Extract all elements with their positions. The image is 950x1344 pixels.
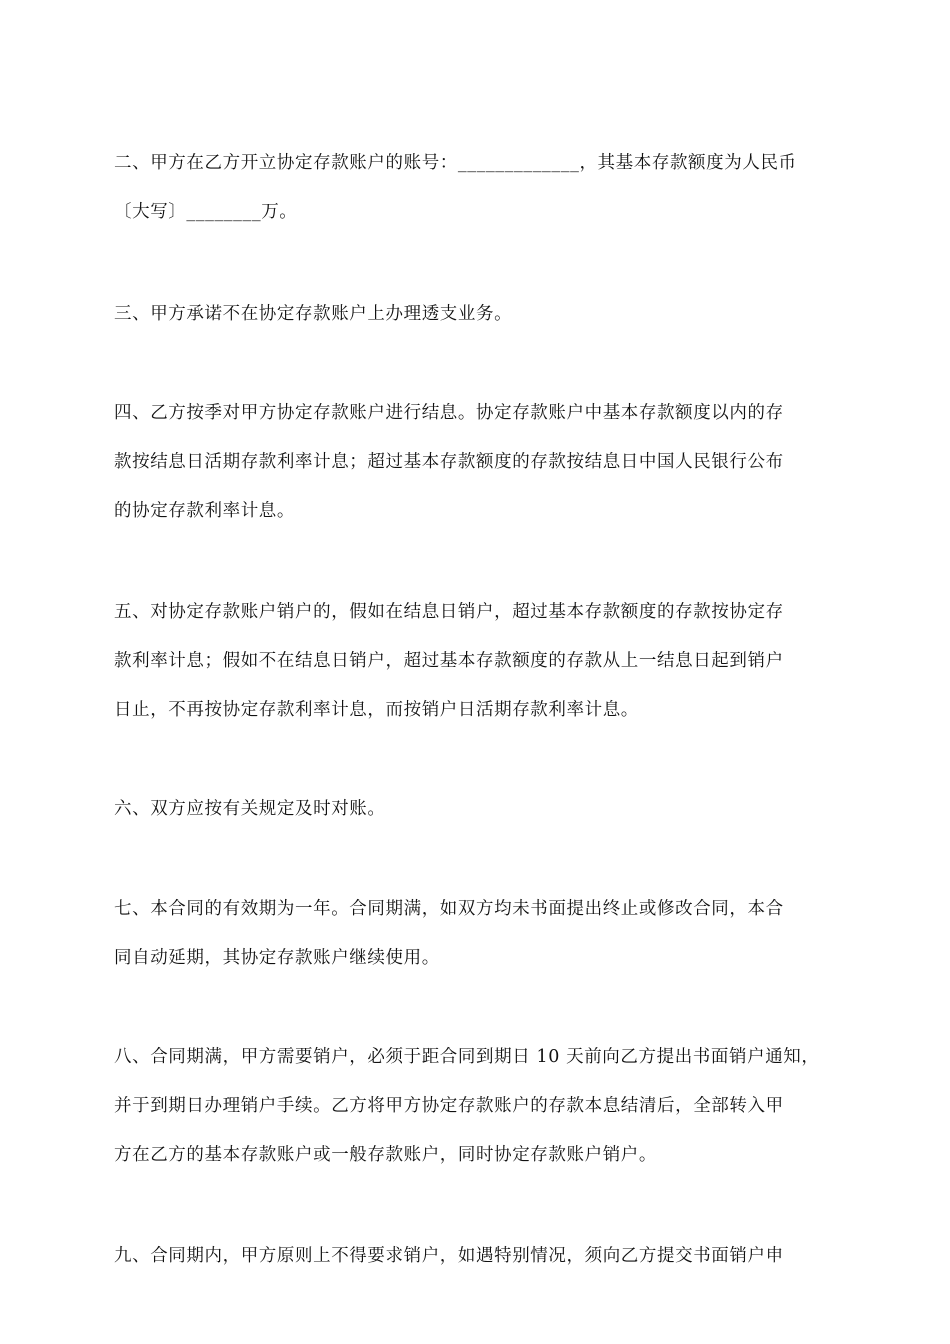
clause-9-line-1: 九、合同期内，甲方原则上不得要求销户，如遇特别情况，须向乙方提交书面销户申 [114, 1246, 784, 1266]
clause-8 [114, 1033, 844, 1180]
clause-5 [114, 588, 844, 735]
clause-4 [114, 389, 844, 536]
clause-8-line-1: 八、合同期满，甲方需要销户，必须于距合同到期日 10 天前向乙方提出书面销户通知， [114, 1047, 820, 1067]
clause-4-line-3: 的协定存款利率计息。 [114, 501, 295, 521]
clause-3 [114, 290, 844, 339]
clause-7 [114, 885, 844, 983]
clause-2-line-2: 〔大写〕________万。 [114, 202, 298, 222]
clause-7-line-1: 七、本合同的有效期为一年。合同期满，如双方均未书面提出终止或修改合同，本合 [114, 899, 784, 919]
clause-5-line-3: 日止，不再按协定存款利率计息，而按销户日活期存款利率计息。 [114, 700, 639, 720]
clause-5-line-1: 五、对协定存款账户销户的，假如在结息日销户，超过基本存款额度的存款按协定存 [114, 602, 784, 622]
clause-3-line-1: 三、甲方承诺不在协定存款账户上办理透支业务。 [114, 304, 513, 324]
clause-8-line-2: 并于到期日办理销户手续。乙方将甲方协定存款账户的存款本息结清后，全部转入甲 [114, 1096, 784, 1116]
clause-7-line-2: 同自动延期，其协定存款账户继续使用。 [114, 948, 440, 968]
clause-2-line-1: 二、甲方在乙方开立协定存款账户的账号：_____________，其基本存款额度为人民币 [114, 153, 797, 173]
clause-5-line-2: 款利率计息；假如不在结息日销户，超过基本存款额度的存款从上一结息日起到销户 [114, 651, 784, 671]
clause-4-line-1: 四、乙方按季对甲方协定存款账户进行结息。协定存款账户中基本存款额度以内的存 [114, 403, 784, 423]
clause-9 [114, 1232, 844, 1281]
clause-4-line-2: 款按结息日活期存款利率计息；超过基本存款额度的存款按结息日中国人民银行公布 [114, 452, 784, 472]
clause-6 [114, 785, 844, 834]
clause-8-line-3: 方在乙方的基本存款账户或一般存款账户，同时协定存款账户销户。 [114, 1145, 657, 1165]
clause-2 [114, 139, 844, 237]
clause-6-line-1: 六、双方应按有关规定及时对账。 [114, 799, 386, 819]
